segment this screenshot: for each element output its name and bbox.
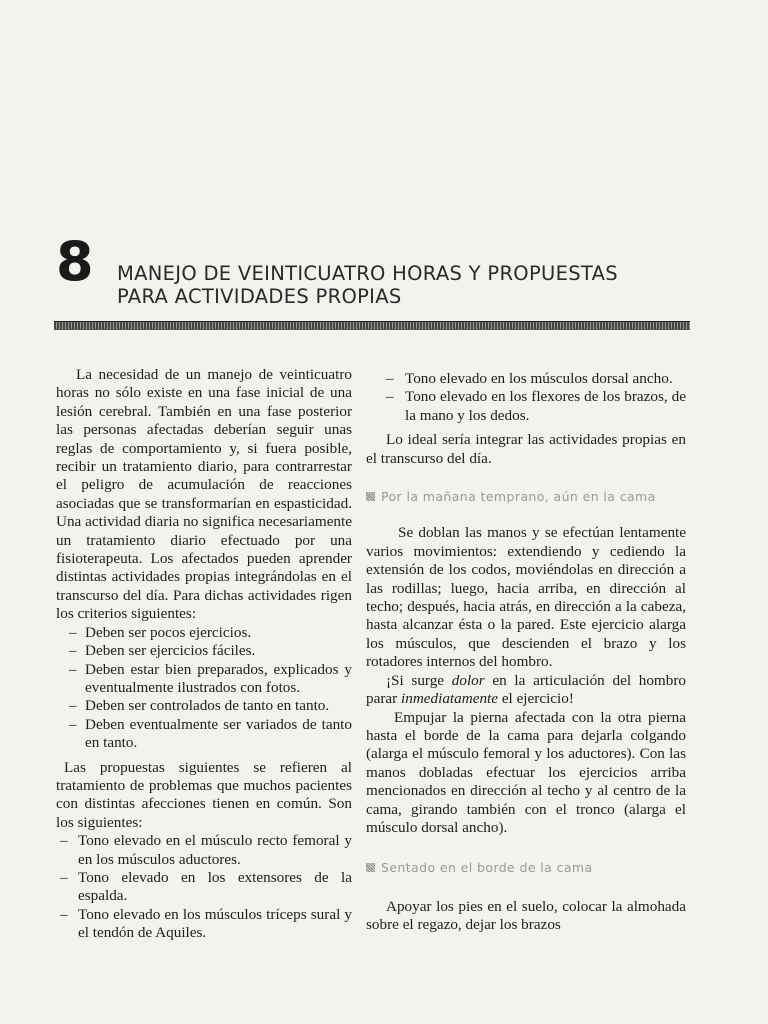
- pain-warning-paragraph: [366, 672, 686, 709]
- problems-list: [56, 832, 352, 942]
- section-marker-icon: [366, 492, 375, 501]
- chapter-number: 8: [56, 230, 93, 293]
- problem-item: – Tono elevado en los músculos tríceps sural y el tendón de Aquiles.: [56, 906, 352, 943]
- problem-item: – Tono elevado en el músculo recto femoral y en los músculos aductores.: [56, 832, 352, 869]
- problems-intro-paragraph: Las propuestas siguientes se refieren al tratamiento de problemas que muchos pacientes con distintas afecciones tienen en común. Son los siguientes:: [56, 758, 352, 831]
- section-heading-text: Sentado en el borde de la cama: [381, 860, 593, 876]
- morning-exercise-paragraph: Se doblan las manos y se efectúan lentamente varios movimientos: extendiendo y cediendo la extensión de los codos, moviéndolas en dirección a las rodillas; luego, hacia arriba, en dirección al techo; después, hacia atrás, en dirección a la cabeza, hasta alcanzar ésta o la pared. Este ejercicio alarga los músculos, que descienden el brazo y los rotadores internos del hombro.: [366, 524, 686, 671]
- section-heading-text: Por la mañana temprano, aún en la cama: [381, 489, 656, 505]
- chapter-title-rule: [54, 321, 690, 330]
- criteria-list: [56, 624, 352, 753]
- chapter-title-line-1: MANEJO DE VEINTICUATRO HORAS Y PROPUESTAS: [117, 262, 618, 285]
- warning-text: ¡Si surge: [386, 671, 452, 689]
- section-heading-sitting: [366, 859, 686, 877]
- criteria-item: – Deben ser controlados de tanto en tanto.: [56, 697, 352, 715]
- criteria-item: – Deben ser ejercicios fáciles.: [56, 642, 352, 660]
- warning-text: el ejercicio!: [498, 690, 574, 708]
- problem-item: – Tono elevado en los músculos dorsal ancho.: [352, 370, 686, 388]
- warning-text: en la articulación del hombro parar: [366, 671, 686, 708]
- chapter-title: [117, 262, 707, 308]
- chapter-title-line-2: PARA ACTIVIDADES PROPIAS: [117, 285, 402, 308]
- right-column: [366, 370, 686, 935]
- criteria-item: – Deben estar bien preparados, explicados y eventualmente ilustrados con fotos.: [56, 661, 352, 698]
- section-marker-icon: [366, 863, 375, 872]
- problems-list-continued: [352, 370, 686, 425]
- intro-paragraph: La necesidad de un manejo de veinticuatro horas no sólo existe en una fase inicial de una lesión cerebral. También en una fase posterior las personas afectadas deberían seguir unas reglas de comportamiento y, si fuera posible, recibir un tratamiento diario, para contrarrestar el peligro de acumulación de reacciones asociadas que se transformarían en espasticidad. Una actividad diaria no significa necesariamente un tratamiento diario efectuado por una fisioterapeuta. Los afectados pueden aprender distintas actividades propias integrándolas en el transcurso del día. Para dichas actividades rigen los criterios siguientes:: [56, 366, 352, 623]
- sitting-exercise-paragraph: Apoyar los pies en el suelo, colocar la almohada sobre el regazo, dejar los brazos: [366, 897, 686, 934]
- criteria-item: – Deben ser pocos ejercicios.: [56, 624, 352, 642]
- warning-emphasis: dolor: [451, 671, 485, 689]
- problem-item: – Tono elevado en los extensores de la espalda.: [56, 869, 352, 906]
- left-column: [56, 366, 352, 943]
- section-heading-morning: [366, 488, 686, 506]
- criteria-item: – Deben eventualmente ser variados de tanto en tanto.: [56, 716, 352, 753]
- leg-exercise-paragraph: Empujar la pierna afectada con la otra pierna hasta el borde de la cama para dejarla colgando (alarga el músculo femoral y los aductores). Con las manos dobladas efectuar los ejercicios arriba mencionados en dirección al techo y al centro de la cama, girando también con el tronco (alarga el músculo dorsal ancho).: [366, 708, 686, 836]
- problem-item: – Tono elevado en los flexores de los brazos, de la mano y los dedos.: [352, 388, 686, 425]
- warning-emphasis: inmediatamente: [401, 690, 499, 708]
- ideal-paragraph: Lo ideal sería integrar las actividades propias en el transcurso del día.: [366, 431, 686, 467]
